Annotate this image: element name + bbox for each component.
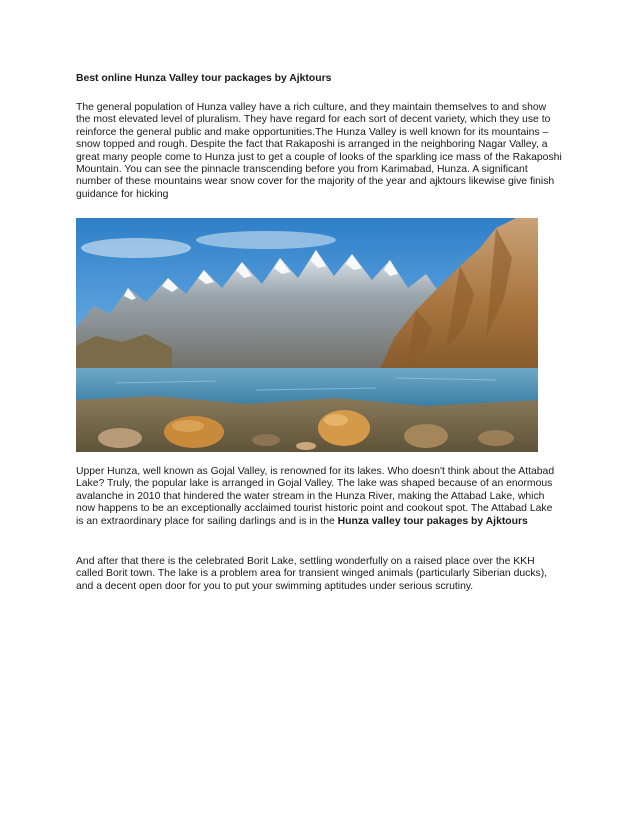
paragraph-attabad-lake bbox=[76, 466, 562, 528]
boulder bbox=[98, 428, 142, 448]
page-title: Best online Hunza Valley tour packages by Ajktours bbox=[76, 73, 332, 84]
paragraph-hunza-culture: The general population of Hunza valley have a rich culture, and they maintain themselves to and show the most elevated level of pluralism. They have regard for each sort of decent variety, which they use to reinforce the general public and make opportunities.The Hunza Valley is well known for its mountains – snow topped and rough. Despite the fact that Rakaposhi is arranged in the neighboring Nagar Valley, a great many people come to Hunza just to get a couple of looks of the sparkling ice mass of the Rakaposhi Mountain. You can see the pinnacle transcending before you from Karimabad, Hunza. A significant number of these mountains wear snow cover for the majority of the year and ajktours likewise give finish guidance for hicking bbox=[76, 102, 562, 200]
boulder bbox=[404, 424, 448, 448]
tour-packages-link-text: Hunza valley tour pakages by Ajktours bbox=[337, 515, 528, 527]
paragraph-borit-lake: And after that there is the celebrated Borit Lake, settling wonderfully on a raised place over the KKH called Borit town. The lake is a problem area for transient winged animals (particularly Siberian ducks), and a decent open door for you to put your swimming aptitudes under serious scrutiny. bbox=[76, 556, 548, 592]
paragraph-attabad-text: Upper Hunza, well known as Gojal Valley, is renowned for its lakes. Who doesn't think about the Attabad Lake? Truly, the popular lake is arranged in Gojal Valley. The lake was shaped because of an enormous avalanche in 2010 that hindered the water stream in the Hunza River, making the Attabad Lake, which now happens to be an exceptionally acclaimed tourist historic point and cookout spot. The Attabad Lake is an extraordinary place for sailing darlings and is in the bbox=[76, 466, 555, 527]
mountain-lake-photo bbox=[76, 218, 538, 452]
boulder bbox=[318, 410, 370, 446]
